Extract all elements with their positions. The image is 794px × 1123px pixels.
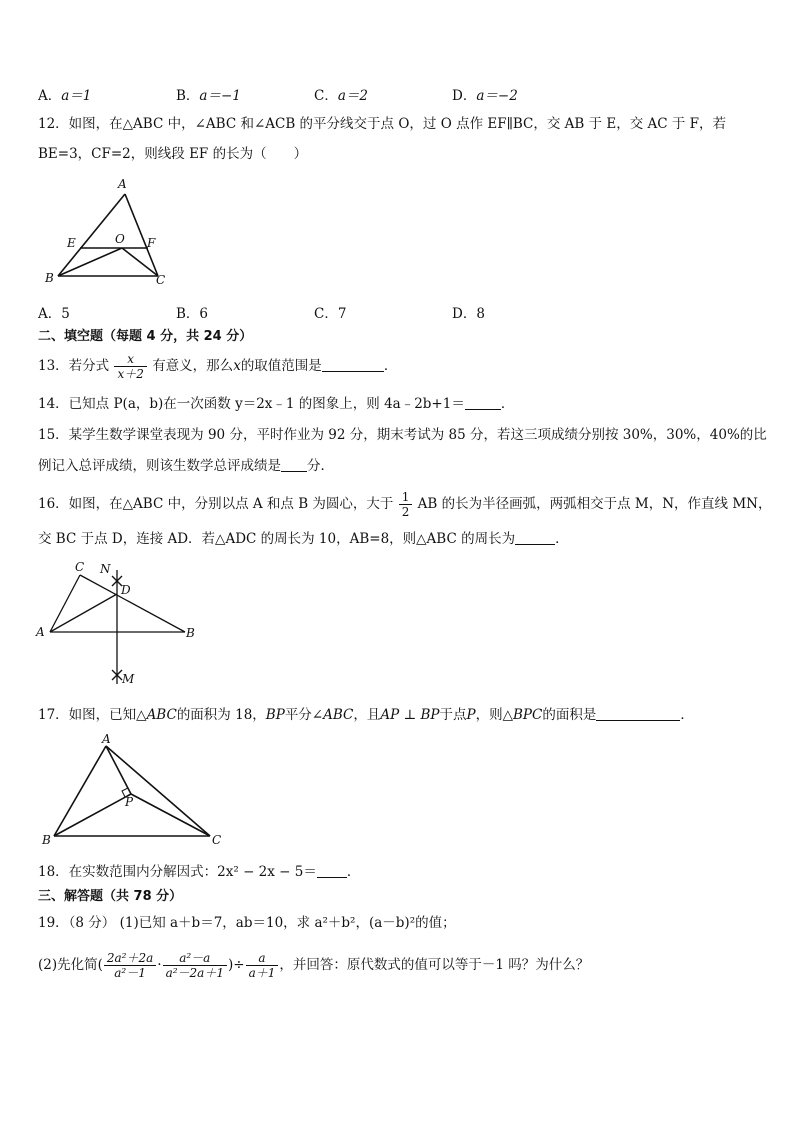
q14-blank bbox=[465, 397, 501, 410]
q12-label-a: A bbox=[118, 177, 127, 191]
q13-fraction: $\frac{x}{x+2}$ bbox=[114, 352, 146, 381]
q12-line1: 12．如图，在△ABC 中，∠ABC 和∠ACB 的平分线交于点 O，过 O 点作 EF∥BC，交 AB 于 E，交 AC 于 F，若 bbox=[38, 116, 727, 132]
q19-part2: (2)先化简( $\frac{\text{2a²＋2a}}{\text{a²－1}}$ · $\frac{\text{a²－a}}{\text{a²－2a＋1}}$ )÷ $\frac{a}{a+1}$ ，并回答：原代数式的值可以等于－1 吗？为什么？ bbox=[38, 951, 590, 980]
q18-line: 18．在实数范围内分解因式：2x² − 2x − 5＝ ． bbox=[38, 864, 361, 880]
q11-option-d: D．a＝−2 bbox=[452, 88, 518, 104]
q16-line2: 交 BC 于点 D，连接 AD．若△ADC 的周长为 10，AB=8，则△ABC 的周长为 ． bbox=[38, 531, 569, 547]
q13-line: 13．若分式 $\frac{x}{x+2}$ 有意义，那么x的取值范围是 ． bbox=[38, 352, 398, 381]
q12-option-d: D．8 bbox=[452, 306, 485, 322]
q12-option-c: C．7 bbox=[314, 306, 347, 322]
q13-blank bbox=[322, 359, 384, 372]
q17-blank bbox=[596, 708, 680, 721]
q16-label-b: B bbox=[186, 626, 195, 640]
q16-line1: 16．如图，在△ABC 中，分别以点 A 和点 B 为圆心，大于 $\frac{1}{2}$ AB 的长为半径画弧，两弧相交于点 M，N，作直线 MN， bbox=[38, 490, 772, 519]
q16-label-c: C bbox=[75, 560, 85, 574]
q16-label-d: D bbox=[121, 583, 131, 597]
q15-line2: 例记入总评成绩，则该生数学总评成绩是 分． bbox=[38, 458, 334, 474]
q19-part1: 19．（8 分） (1)已知 a＋b＝7，ab＝10，求 a²＋b²，(a－b)²的值； bbox=[38, 915, 456, 931]
q12-label-b: B bbox=[45, 271, 54, 285]
q17-label-p: P bbox=[125, 795, 134, 809]
q12-label-e: E bbox=[67, 236, 76, 250]
q12-figure bbox=[40, 172, 190, 292]
q12-label-c: C bbox=[156, 273, 166, 287]
q17-figure bbox=[36, 730, 236, 848]
q19-fraction-2: $\frac{\text{a²－a}}{\text{a²－2a＋1}}$ bbox=[163, 951, 227, 980]
q12-option-b: B．6 bbox=[176, 306, 209, 322]
q12-option-a: A．5 bbox=[38, 306, 70, 322]
q11-option-c: C．a＝2 bbox=[314, 88, 368, 104]
q11-option-b: B．a＝−1 bbox=[176, 88, 241, 104]
q16-label-n: N bbox=[100, 562, 111, 576]
q16-fraction: $\frac{1}{2}$ bbox=[399, 490, 413, 519]
q12-label-o: O bbox=[115, 232, 125, 246]
q16-label-a: A bbox=[36, 625, 45, 639]
section3-title: 三、解答题（共 78 分） bbox=[38, 889, 183, 904]
q16-label-m: M bbox=[122, 672, 135, 686]
q17-label-c: C bbox=[212, 833, 222, 847]
q12-line2: BE=3，CF=2，则线段 EF 的长为（ ） bbox=[38, 146, 308, 162]
section2-title: 二、填空题（每题 4 分，共 24 分） bbox=[38, 329, 253, 344]
q12-label-f: F bbox=[147, 236, 156, 250]
q19-fraction-1: $\frac{\text{2a²＋2a}}{\text{a²－1}}$ bbox=[104, 951, 156, 980]
q18-blank bbox=[317, 865, 347, 878]
q17-label-b: B bbox=[42, 833, 51, 847]
q15-line1: 15．某学生数学课堂表现为 90 分，平时作业为 92 分，期末考试为 85 分，若这三项成绩分别按 30%，30%，40%的比 bbox=[38, 427, 767, 443]
q19-fraction-3: $\frac{a}{a+1}$ bbox=[246, 951, 279, 980]
q15-blank bbox=[281, 459, 307, 472]
q16-figure bbox=[30, 556, 210, 692]
q14-line: 14．已知点 P(a，b)在一次函数 y＝2x﹣1 的图象上，则 4a﹣2b+1＝ ． bbox=[38, 396, 515, 412]
q16-blank bbox=[515, 532, 555, 545]
q17-label-a: A bbox=[102, 732, 111, 746]
q11-option-a: A．a＝1 bbox=[38, 88, 92, 104]
q17-line: 17．如图，已知△ABC的面积为 18，BP平分∠ABC，且AP ⊥ BP于点P，则△BPC的面积是 ． bbox=[38, 707, 694, 723]
